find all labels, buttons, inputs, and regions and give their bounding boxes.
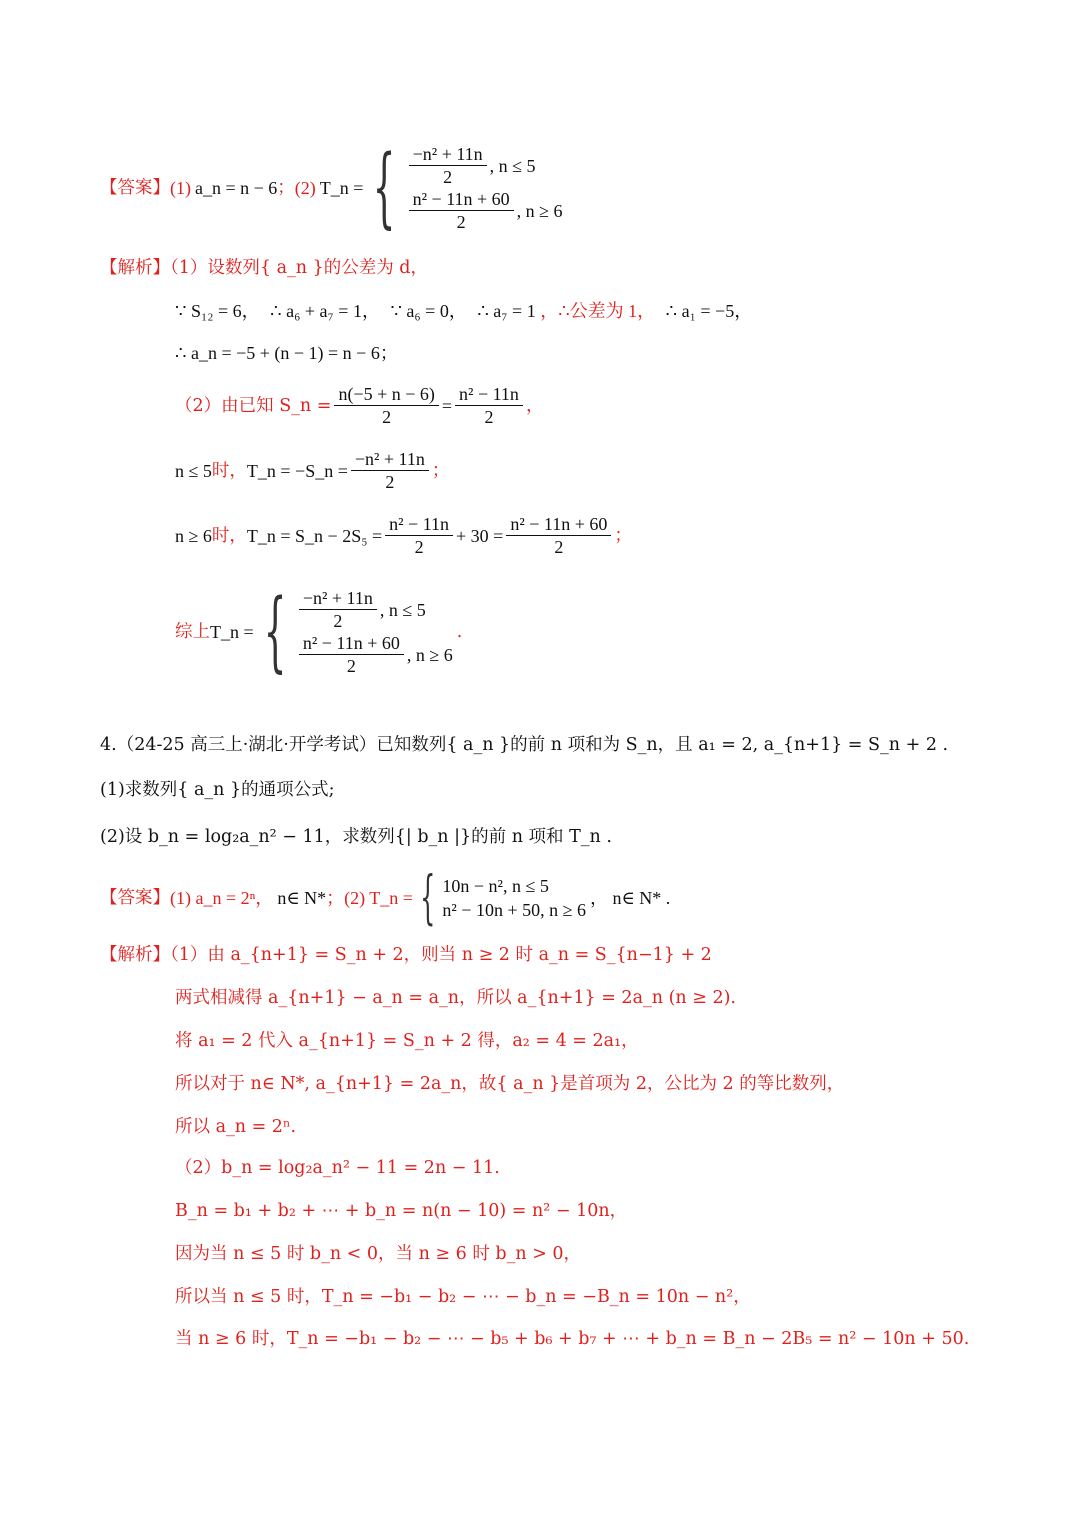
q4-analysis-10 [175,1327,969,1351]
q3-answer-line [100,132,563,244]
fraction [409,188,514,233]
numerator: −n² + 11n [409,143,487,166]
condition: n ≥ 6 [175,525,212,546]
q3-analysis-line5 [175,448,449,493]
q4-analysis-2 [175,986,736,1010]
denominator: 2 [484,407,494,427]
punct: . [456,622,463,642]
numerator: n(−5 + n − 6) [334,383,438,406]
analysis-step: 所以对于 n∈ N*, a_{n+1} = 2a_n，故{ a_n }是首项为 2，公比为 2 的等比数列， [175,1074,845,1094]
expr: T_n = S_n − 2S₅ = [246,525,383,546]
answer-label: 【答案】 [100,178,170,198]
summary-prefix: 综上 [175,622,210,642]
case-condition: , n ≤ 5 [489,155,536,176]
analysis-step: 两式相减得 a_{n+1} − a_n = a_n，所以 a_{n+1} = 2a_n (n ≥ 2). [175,988,736,1008]
shi: 时， [211,460,247,481]
brace-icon: { [263,581,287,683]
q4-sub2 [100,825,612,849]
numerator: n² − 11n [385,513,453,536]
answer-part2: ；(2) T_n = [326,888,413,908]
equals: = [441,395,453,416]
fraction [506,513,611,558]
analysis-step: 当 n ≥ 6 时，T_n = −b₁ − b₂ − ⋯ − b₅ + b₆ + b₇ + ⋯ + b_n = B_n − 2B₅ = n² − 10n + 50. [175,1329,970,1349]
condition: n ≤ 5 [175,460,212,481]
denominator: 2 [414,537,424,557]
fraction [299,587,377,632]
answer-part2: (2) [294,178,316,198]
answer-part1: (1) [170,178,191,198]
q4-sub1 [100,778,335,802]
fraction [409,143,487,188]
analysis-step: 因为当 n ≤ 5 时 b_n < 0，当 n ≥ 6 时 b_n > 0， [175,1244,582,1264]
case-row [296,587,453,632]
brace-icon: { [420,864,436,932]
fraction [334,383,438,428]
q4-analysis-4 [175,1072,844,1096]
analysis-step: （2）b_n = log₂a_n² − 11 = 2n − 11. [175,1158,500,1178]
analysis-step: B_n = b₁ + b₂ + ⋯ + b_n = n(n − 10) = n² − 10n， [175,1201,628,1221]
analysis-step: 所以 a_n = 2ⁿ. [175,1117,297,1137]
q3-analysis-line2 [175,299,752,323]
denominator: 2 [443,167,453,187]
answer-an: a_n = n − 6 [195,178,278,198]
case-condition: , n ≥ 6 [516,200,563,221]
denominator: 2 [382,407,392,427]
punct: ； [614,525,632,546]
q3-analysis-line6 [175,513,632,558]
q3-analysis-line4 [175,383,543,428]
step: ∴ a_n = −5 + (n − 1) = n − 6； [175,343,398,363]
q4-analysis-6 [175,1156,500,1180]
shi: 时， [211,525,247,546]
step: ∴ a₆ + a₇ = 1， [270,301,380,321]
case-condition: , n ≤ 5 [379,599,426,620]
case-row: n² − 10n + 50, n ≥ 6 [442,900,586,920]
step: ∵ S₁₂ = 6， [175,301,260,321]
brace-icon: { [373,137,397,239]
analysis-step: （1）由 a_{n+1} = S_n + 2，则当 n ≥ 2 时 a_n = S_{n−1} + 2 [170,945,712,965]
answer-cases [442,874,586,922]
q4-analysis-9 [175,1285,751,1309]
fraction [455,383,523,428]
analysis-text: （1）设数列{ a_n }的公差为 d， [170,258,428,278]
question-stem: 4.（24-25 高三上·湖北·开学考试）已知数列{ a_n }的前 n 项和为 S_n，且 a₁ = 2, a_{n+1} = S_n + 2 . [100,735,949,755]
q4-stem [100,733,948,757]
denominator: 2 [346,656,356,676]
answer-sep: ； [277,178,295,198]
answer-cases [406,143,563,233]
analysis-step: 将 a₁ = 2 代入 a_{n+1} = S_n + 2 得，a₂ = 4 = 2a₁， [175,1031,639,1051]
analysis-step: 所以当 n ≤ 5 时，T_n = −b₁ − b₂ − ⋯ − b_n = −B_n = 10n − n²， [175,1287,751,1307]
numerator: n² − 11n + 60 [409,188,514,211]
step: ∴ a₁ = −5， [665,301,753,321]
expr: + 30 = [456,525,504,546]
fraction [351,448,429,493]
denominator: 2 [333,611,343,631]
analysis-label: 【解析】 [100,258,170,278]
answer-Tn: T_n = [319,178,364,198]
case-row: 10n − n², n ≤ 5 [442,876,549,896]
sub-question: (2)设 b_n = log₂a_n² − 11，求数列{| b_n |}的前 n 项和 T_n . [100,827,612,847]
step: ∵ a₆ = 0， [390,301,467,321]
q3-analysis-line7 [175,576,462,688]
answer-domain: n∈ N* [277,888,327,908]
denominator: 2 [554,537,564,557]
case-row [406,188,563,233]
denominator: 2 [385,472,395,492]
q4-analysis-5 [175,1115,296,1139]
numerator: n² − 11n [455,383,523,406]
step: ∴ a₇ = 1 [477,301,536,321]
expr: T_n = [210,622,254,642]
summary-cases [296,587,453,677]
denominator: 2 [456,212,466,232]
numerator: −n² + 11n [351,448,429,471]
step: ，∴公差为 1， [540,301,656,321]
punct: ， [525,395,544,416]
fraction [385,513,453,558]
q4-analysis-1 [100,943,712,967]
q3-analysis-line3 [175,341,398,365]
q4-analysis-3 [175,1029,639,1053]
q3-analysis-line1 [100,256,428,280]
analysis-label: 【解析】 [100,945,170,965]
fraction [299,632,404,677]
q4-analysis-8 [175,1242,581,1266]
numerator: n² − 11n + 60 [299,632,404,655]
answer-label: 【答案】 [100,888,170,908]
sub-question: (1)求数列{ a_n }的通项公式; [100,780,335,800]
case-condition: , n ≥ 6 [406,644,453,665]
answer-part1: (1) a_n = 2ⁿ， [170,888,274,908]
expr: T_n = −S_n = [246,460,348,481]
punct: ； [431,460,450,481]
numerator: n² − 11n + 60 [506,513,611,536]
q4-answer-line [100,866,670,930]
case-row [296,632,453,677]
numerator: −n² + 11n [299,587,377,610]
case-row [406,143,563,188]
q4-analysis-7 [175,1199,627,1223]
answer-end: ， n∈ N* . [589,888,671,908]
step-prefix: （2）由已知 S_n = [175,395,332,416]
